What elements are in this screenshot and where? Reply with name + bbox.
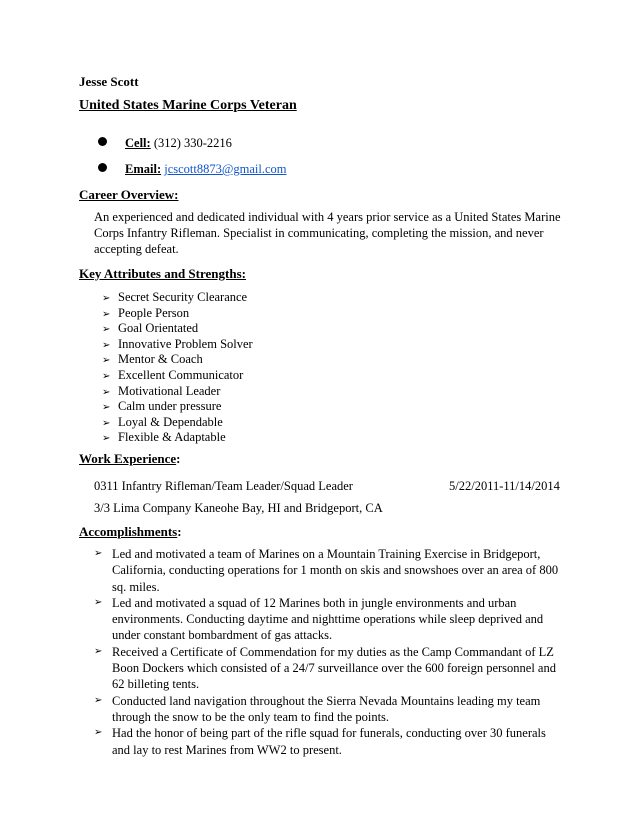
list-item: ➢ Secret Security Clearance bbox=[102, 290, 253, 306]
arrow-bullet-icon: ➢ bbox=[102, 433, 111, 445]
arrow-bullet-icon: ➢ bbox=[102, 355, 111, 367]
cell-value: (312) 330-2216 bbox=[153, 136, 232, 150]
accomplishments-heading: Accomplishments: bbox=[79, 524, 182, 539]
list-item: ➢ Calm under pressure bbox=[102, 399, 253, 415]
attributes-list bbox=[102, 290, 253, 446]
work-unit: 3/3 Lima Company Kaneohe Bay, HI and Bridgeport, CA bbox=[94, 501, 383, 515]
career-line: An experienced and dedicated individual with 4 years prior service as a United States Marine bbox=[94, 210, 561, 224]
arrow-bullet-icon: ➢ bbox=[102, 370, 111, 382]
list-item: ➢ Conducted land navigation throughout the Sierra Nevada Mountains leading my team through the snow to be the only team to find the points. bbox=[94, 693, 541, 724]
arrow-bullet-icon: ➢ bbox=[102, 417, 111, 429]
career-line: accepting defeat. bbox=[94, 242, 179, 256]
arrow-bullet-icon: ➢ bbox=[102, 386, 111, 398]
work-heading: Work Experience: bbox=[79, 451, 181, 466]
list-item: ➢ Goal Orientated bbox=[102, 321, 253, 337]
arrow-bullet-icon: ➢ bbox=[94, 727, 103, 739]
contact-cell bbox=[98, 136, 232, 151]
email-link[interactable]: jcscott8873@gmail.com bbox=[164, 162, 287, 176]
email-label: Email: bbox=[125, 162, 162, 176]
arrow-bullet-icon: ➢ bbox=[102, 339, 111, 351]
work-position-row bbox=[94, 479, 564, 494]
list-item: ➢ Motivational Leader bbox=[102, 384, 253, 400]
list-item: ➢ Excellent Communicator bbox=[102, 368, 253, 384]
work-dates: 5/22/2011-11/14/2014 bbox=[449, 479, 560, 493]
bullet-icon bbox=[98, 163, 107, 172]
bullet-icon bbox=[98, 137, 107, 146]
list-item: ➢ Had the honor of being part of the rifle squad for funerals, conducting over 30 funerals and lay to rest Marines from WW2 to present. bbox=[94, 726, 546, 757]
arrow-bullet-icon: ➢ bbox=[94, 596, 103, 608]
arrow-bullet-icon: ➢ bbox=[102, 324, 111, 336]
list-item: ➢ Innovative Problem Solver bbox=[102, 337, 253, 353]
contact-email bbox=[98, 162, 287, 177]
cell-label: Cell: bbox=[125, 136, 151, 150]
arrow-bullet-icon: ➢ bbox=[102, 402, 111, 414]
candidate-name: Jesse Scott bbox=[79, 74, 139, 89]
arrow-bullet-icon: ➢ bbox=[102, 308, 111, 320]
candidate-title: United States Marine Corps Veteran bbox=[79, 98, 297, 113]
arrow-bullet-icon: ➢ bbox=[94, 548, 103, 559]
list-item: ➢ Mentor & Coach bbox=[102, 352, 253, 368]
career-overview bbox=[94, 209, 564, 257]
arrow-bullet-icon: ➢ bbox=[94, 645, 103, 657]
accomplishments-list bbox=[94, 546, 564, 758]
arrow-bullet-icon: ➢ bbox=[94, 694, 103, 706]
list-item: ➢ Loyal & Dependable bbox=[102, 415, 253, 431]
list-item: ➢ People Person bbox=[102, 306, 253, 322]
list-item: ➢ Received a Certificate of Commendation for my duties as the Camp Commandant of LZ Boon Dockers which consisted of a 24/7 surveillance over the 600 foreign personnel and 62 billeting tents. bbox=[94, 644, 556, 692]
attributes-heading: Key Attributes and Strengths: bbox=[79, 266, 246, 281]
career-heading: Career Overview: bbox=[79, 187, 179, 202]
list-item: ➢ Led and motivated a team of Marines on a Mountain Training Exercise in Bridgeport, California, conducting operations for 1 month on skis and snowshoes over an area of 800 sq. miles. bbox=[94, 547, 559, 594]
work-position: 0311 Infantry Rifleman/Team Leader/Squad Leader bbox=[94, 479, 353, 493]
list-item: ➢ Flexible & Adaptable bbox=[102, 430, 253, 446]
arrow-bullet-icon: ➢ bbox=[102, 293, 111, 304]
career-line: Corps Infantry Rifleman. Specialist in communicating, completing the mission, and never bbox=[94, 226, 544, 240]
list-item: ➢ Led and motivated a squad of 12 Marines both in jungle environments and urban environments. Conducting daytime and nighttime operations while sleep deprived and under constant bombardment of gas attacks. bbox=[94, 595, 544, 643]
